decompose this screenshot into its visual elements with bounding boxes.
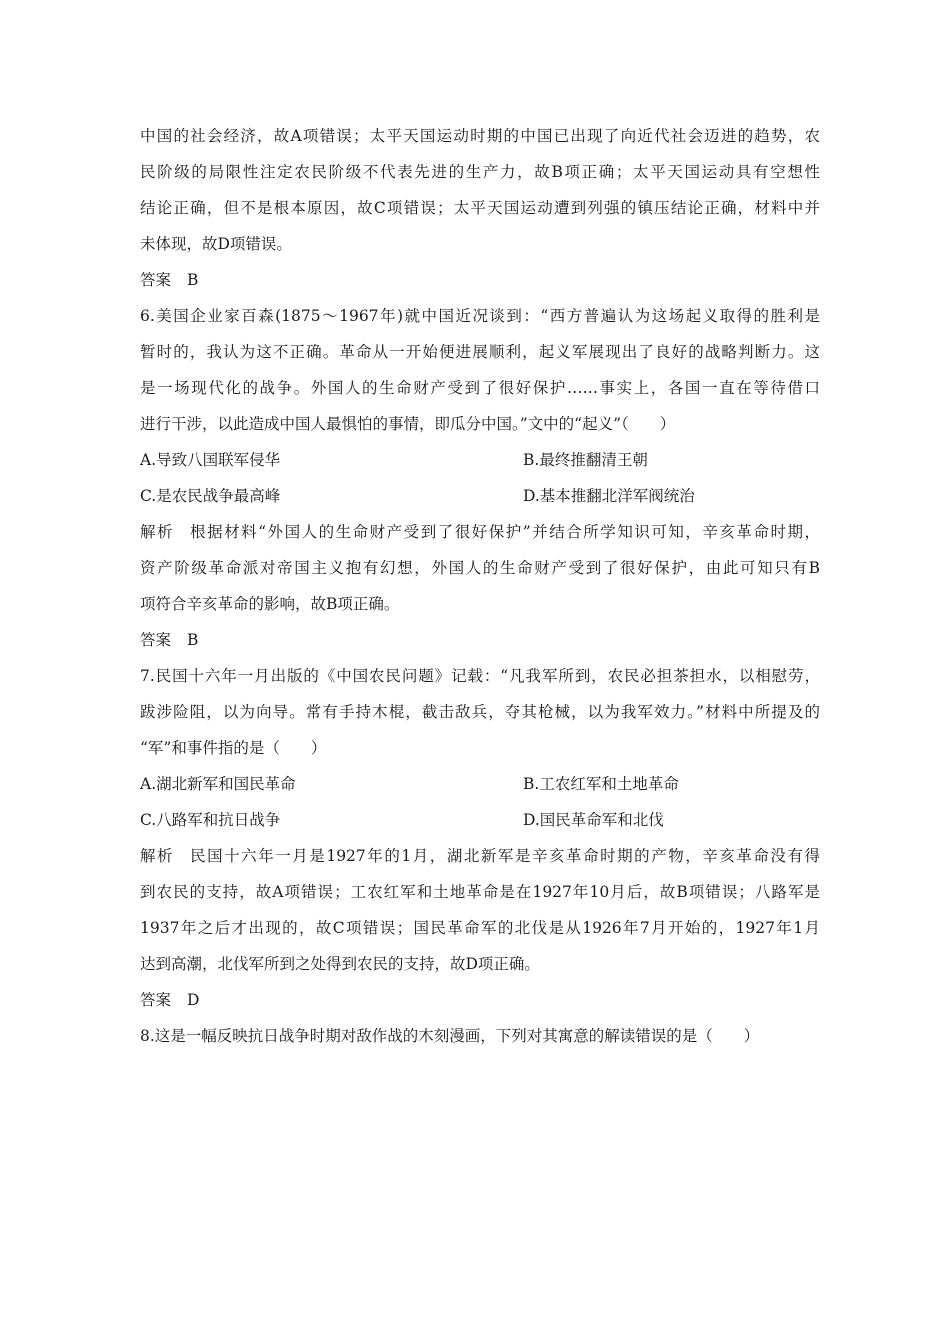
question-stem-line: 暂时的，我认为这不正确。革命从一开始便进展顺利，起义军展现出了良好的战略判断力。这 <box>140 343 820 361</box>
prev-analysis <box>140 118 820 298</box>
option-a: A.湖北新军和国民革命 <box>140 775 296 793</box>
analysis-text: 民国十六年一月是1927年的1月，湖北新军是辛亥革命时期的产物，辛亥革命没有得 <box>190 847 820 865</box>
question-stem-line: 8.这是一幅反映抗日战争时期对敌作战的木刻漫画，下列对其寓意的解读错误的是（ ） <box>140 1027 760 1045</box>
question-stem-line: 跋涉险阻，以为向导。常有手持木棍，截击敌兵，夺其枪械，以为我军效力。”材料中所提及的 <box>140 703 820 721</box>
answer-value: B <box>187 631 199 649</box>
text-line: 中国的社会经济，故A项错误；太平天国运动时期的中国已出现了向近代社会迈进的趋势，农 <box>140 127 820 145</box>
options-row <box>140 802 820 838</box>
question-stem-line: 6.美国企业家百森(1875～1967年)就中国近况谈到：“西方普遍认为这场起义取得的胜利是 <box>140 307 820 325</box>
analysis-line: 到农民的支持，故A项错误；工农红军和土地革命是在1927年10月后，故B项错误；八路军是 <box>140 883 820 901</box>
analysis-line <box>140 838 820 874</box>
analysis-line: 项符合辛亥革命的影响，故B项正确。 <box>140 595 400 613</box>
option-c: C.是农民战争最高峰 <box>140 487 281 505</box>
analysis-label: 解析 <box>140 523 175 541</box>
answer-line <box>140 622 820 658</box>
answer-label: 答案 <box>140 991 172 1009</box>
analysis-line: 资产阶级革命派对帝国主义抱有幻想，外国人的生命财产受到了很好保护，由此可知只有B <box>140 559 820 577</box>
analysis-line: 达到高潮，北伐军所到之处得到农民的支持，故D项正确。 <box>140 955 540 973</box>
question-stem-line: 进行干涉，以此造成中国人最惧怕的事情，即瓜分中国。”文中的“起义”（ ） <box>140 415 676 433</box>
answer-label: 答案 <box>140 631 172 649</box>
analysis-text: 根据材料“外国人的生命财产受到了很好保护”并结合所学知识可知，辛亥革命时期， <box>190 523 820 541</box>
document-page <box>140 118 820 1054</box>
options-row <box>140 478 820 514</box>
answer-label: 答案 <box>140 271 172 289</box>
answer-value: D <box>187 991 200 1009</box>
option-d: D.基本推翻北洋军阀统治 <box>523 487 695 505</box>
analysis-line: 1937年之后才出现的，故C项错误；国民革命军的北伐是从1926年7月开始的，1927年1月 <box>140 919 820 937</box>
text-line: 民阶级的局限性注定农民阶级不代表先进的生产力，故B项正确；太平天国运动具有空想性 <box>140 163 820 181</box>
question-stem-line: 是一场现代化的战争。外国人的生命财产受到了很好保护……事实上，各国一直在等待借口 <box>140 379 820 397</box>
question-stem-line: 7.民国十六年一月出版的《中国农民问题》记载：“凡我军所到，农民必担茶担水，以相慰劳， <box>140 667 820 685</box>
question-7 <box>140 658 820 1018</box>
answer-line <box>140 262 820 298</box>
options-row <box>140 766 820 802</box>
analysis-label: 解析 <box>140 847 175 865</box>
question-stem-line: “军”和事件指的是（ ） <box>140 739 327 757</box>
question-6 <box>140 298 820 658</box>
option-b: B.工农红军和土地革命 <box>523 775 679 793</box>
answer-value: B <box>187 271 199 289</box>
option-c: C.八路军和抗日战争 <box>140 811 281 829</box>
option-a: A.导致八国联军侵华 <box>140 451 281 469</box>
text-line: 结论正确，但不是根本原因，故C项错误；太平天国运动遭到列强的镇压结论正确，材料中并 <box>140 199 820 217</box>
answer-line <box>140 982 820 1018</box>
analysis-line <box>140 514 820 550</box>
option-d: D.国民革命军和北伐 <box>523 811 664 829</box>
text-line: 未体现，故D项错误。 <box>140 235 292 253</box>
options-row <box>140 442 820 478</box>
question-8 <box>140 1018 820 1054</box>
option-b: B.最终推翻清王朝 <box>523 451 648 469</box>
